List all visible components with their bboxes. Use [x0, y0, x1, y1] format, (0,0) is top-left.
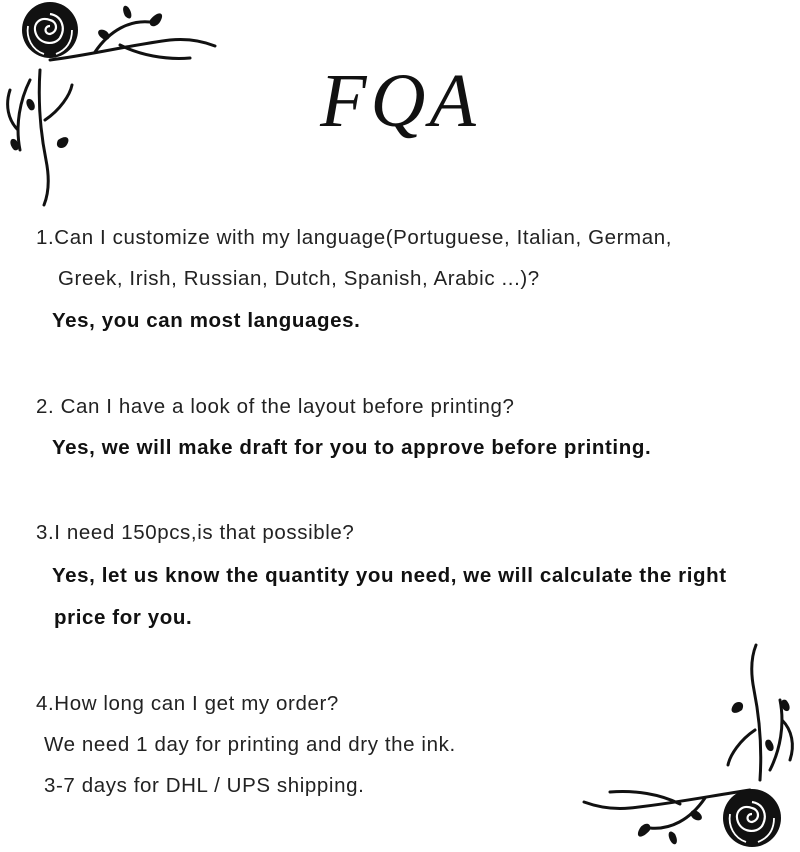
rose-ornament-bottom-right-icon	[570, 640, 800, 852]
faq-3-answer-line-1: Yes, let us know the quantity you need, we will calculate the right	[52, 564, 727, 587]
faq-4-answer-line-2: 3-7 days for DHL / UPS shipping.	[44, 774, 365, 797]
faq-1-answer-line-1: Yes, you can most languages.	[52, 309, 361, 332]
faq-2-question-line-1: 2. Can I have a look of the layout before printing?	[36, 395, 515, 418]
faq-1-question-line-2: Greek, Irish, Russian, Dutch, Spanish, Arabic ...)?	[58, 267, 540, 290]
faq-1-question-line-1: 1.Can I customize with my language(Portuguese, Italian, German,	[36, 226, 673, 249]
faq-4-answer-line-1: We need 1 day for printing and dry the ink.	[44, 733, 456, 756]
page-title: FQA	[320, 59, 480, 143]
faq-4-question-line-1: 4.How long can I get my order?	[36, 692, 339, 715]
faq-2-answer-line-1: Yes, we will make draft for you to approve before printing.	[52, 436, 652, 459]
faq-3-answer-line-2: price for you.	[54, 606, 193, 629]
faq-3-question-line-1: 3.I need 150pcs,is that possible?	[36, 521, 355, 544]
